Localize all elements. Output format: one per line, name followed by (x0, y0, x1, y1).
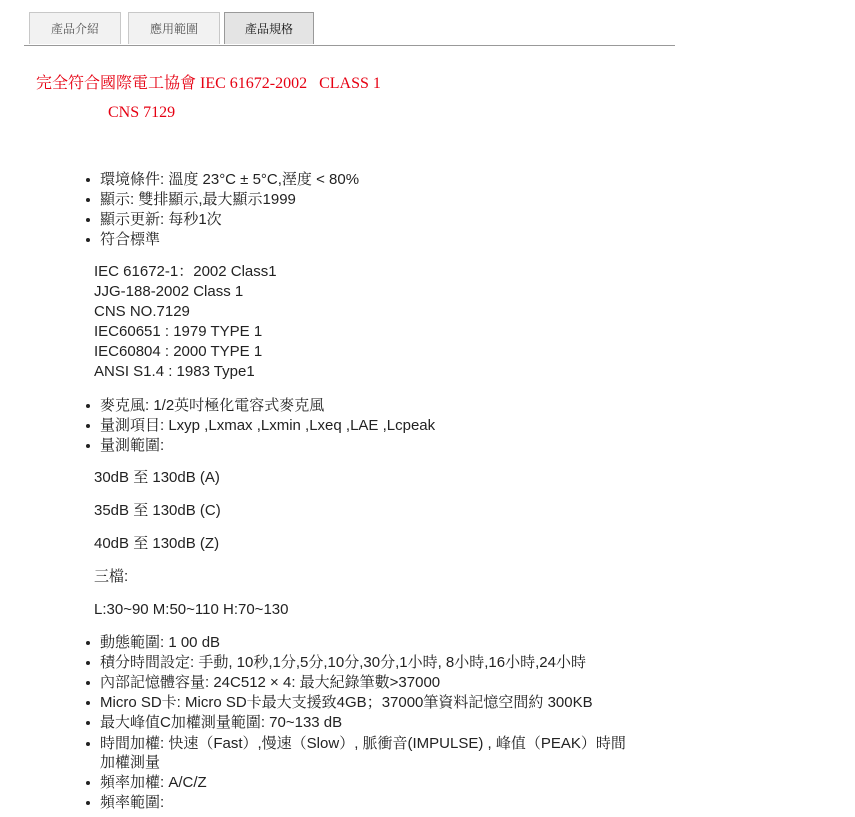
spec-standards: 符合標準 (100, 231, 161, 248)
spec-measurements: 量測項目: Lxyp ,Lxmax ,Lxmin ,Lxeq ,LAE ,Lcpeak (100, 417, 436, 434)
standard-item: IEC60651 : 1979 TYPE 1 (94, 323, 263, 340)
spec-memory: 內部記憶體容量: 24C512 × 4: 最大紀錄筆數>37000 (100, 674, 441, 691)
standard-item: IEC 61672-1：2002 Class1 (94, 263, 277, 280)
spec-environment: 環境條件: 溫度 23°C ± 5°C,溼度 < 80% (100, 171, 360, 188)
spec-display-update: 顯示更新: 每秒1次 (100, 211, 222, 228)
spec-micro-sd: Micro SD卡: Micro SD卡最大支援致4GB；37000筆資料記憶空間約 300KB (100, 694, 593, 711)
spec-frequency-weighting: 頻率加權: A/C/Z (100, 774, 207, 791)
spec-time-weighting-cont: 加權測量 (100, 754, 161, 771)
spec-range: 量測範圍: (100, 437, 165, 454)
spec-peak-range: 最大峰值C加權測量範圍: 70~133 dB (100, 714, 343, 731)
range-item: 35dB 至 130dB (C) (94, 502, 221, 519)
spec-microphone: 麥克風: 1/2英吋極化電容式麥克風 (100, 397, 325, 414)
spec-time-weighting: 時間加權: 快速（Fast）,慢速（Slow）, 脈衝音(IMPULSE) , 峰值（PEAK）時間 (100, 735, 626, 752)
standard-item: JJG-188-2002 Class 1 (94, 283, 244, 300)
range-item: 40dB 至 130dB (Z) (94, 535, 220, 552)
spec-frequency-range: 頻率範圍: (100, 794, 165, 811)
compliance-subheading: CNS 7129 (108, 104, 176, 121)
compliance-heading: 完全符合國際電工協會 IEC 61672-2002 CLASS 1 (36, 75, 381, 92)
tab-specifications[interactable]: 產品規格 (224, 12, 314, 44)
range-levels: L:30~90 M:50~110 H:70~130 (94, 601, 289, 618)
spec-dynamic-range: 動態範圍: 1 00 dB (100, 634, 221, 651)
tab-applications[interactable]: 應用範圍 (128, 12, 220, 44)
spec-display: 顯示: 雙排顯示,最大顯示1999 (100, 191, 296, 208)
standard-item: ANSI S1.4 : 1983 Type1 (94, 363, 255, 380)
standard-item: IEC60804 : 2000 TYPE 1 (94, 343, 263, 360)
range-levels-label: 三檔: (94, 568, 129, 585)
standard-item: CNS NO.7129 (94, 303, 190, 320)
range-item: 30dB 至 130dB (A) (94, 469, 220, 486)
tab-product-intro[interactable]: 產品介紹 (29, 12, 121, 44)
tab-bar (24, 12, 675, 46)
spec-integration-time: 積分時間設定: 手動, 10秒,1分,5分,10分,30分,1小時, 8小時,16小時,24小時 (100, 654, 586, 671)
